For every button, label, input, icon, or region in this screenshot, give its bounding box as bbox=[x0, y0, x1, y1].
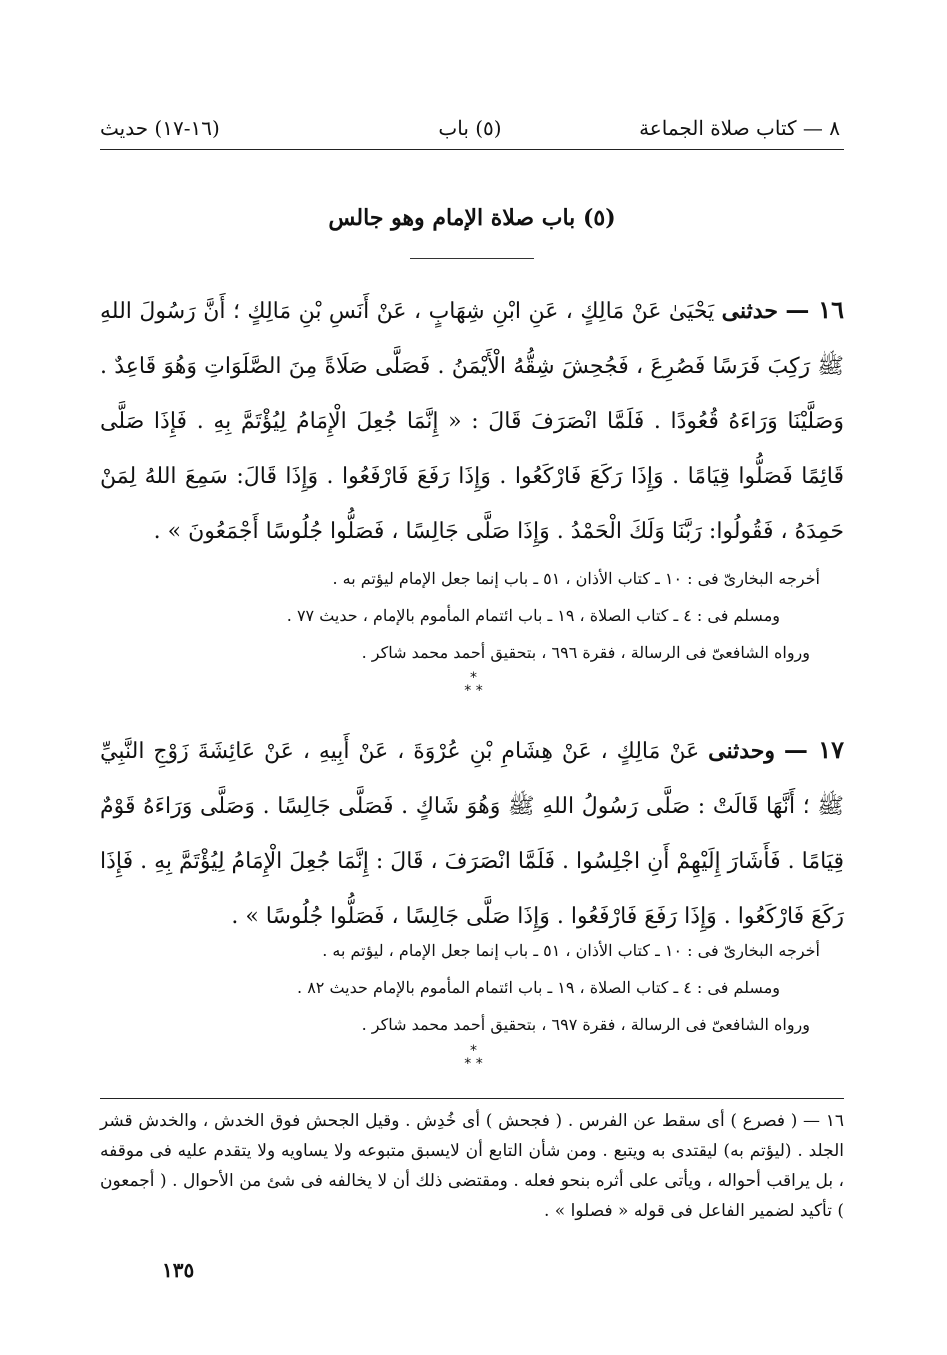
reference-line: ورواه الشافعىّ فى الرسالة ، فقرة ٦٩٧ ، بتحقيق أحمد محمد شاكر . bbox=[361, 1015, 810, 1034]
hadith-text: عَنْ مَالِكٍ ، عَنْ هِشَامِ بْنِ عُرْوَةَ ، عَنْ أَبِيهِ ، عَنْ عَائِشَةَ زَوْجِ النَّبِيِّ ﷺ ؛ أَنَّهَا قَالَتْ : صَلَّى رَسُولُ اللهِ ﷺ وَهُوَ شَاكٍ . فَصَلَّى جَالِسًا . وَصَلَّى وَرَاءَهُ قَوْمٌ قِيَامًا . فَأَشَارَ إِلَيْهِمْ أَنِ اجْلِسُوا . فَلَمَّا انْصَرَفَ ، قَالَ : إِنَّمَا جُعِلَ الْإِمَامُ لِيُؤْتَمَّ بِهِ . فَإِذَا رَكَعَ فَارْكَعُوا . وَإِذَا رَفَعَ فَارْفَعُوا . وَإِذَا صَلَّى جَالِسًا ، فَصَلُّوا جُلُوسًا » . bbox=[100, 739, 844, 929]
page-number: ١٣٥ bbox=[162, 1258, 195, 1282]
hadith-number: ١٧ — bbox=[783, 735, 844, 764]
hadith-16 bbox=[100, 282, 844, 559]
reference-line: ومسلم فى : ٤ ـ كتاب الصلاة ، ١٩ ـ باب ائتمام المأموم بالإمام حديث ٨٢ . bbox=[297, 978, 780, 997]
hadith-16-references bbox=[130, 560, 820, 671]
header-divider bbox=[100, 149, 844, 150]
reference-line: ومسلم فى : ٤ ـ كتاب الصلاة ، ١٩ ـ باب ائتمام المأموم بالإمام ، حديث ٧٧ . bbox=[286, 606, 780, 625]
chapter-title: (٥) باب صلاة الإمام وهو جالس bbox=[328, 205, 616, 231]
footnote-divider bbox=[100, 1098, 844, 1099]
hadith-opener: وحدثنى bbox=[708, 738, 775, 764]
reference-line: ورواه الشافعىّ فى الرسالة ، فقرة ٦٩٦ ، بتحقيق أحمد محمد شاكر . bbox=[361, 643, 810, 662]
header-book-title: ٨ — كتاب صلاة الجماعة bbox=[639, 116, 840, 140]
hadith-text: يَحْيَىٰ عَنْ مَالِكٍ ، عَنِ ابْنِ شِهَابٍ ، عَنْ أَنَسِ بْنِ مَالِكٍ ؛ أَنَّ رَسُولَ اللهِ ﷺ رَكِبَ فَرَسًا فَصُرِعَ ، فَجُحِشَ شِقُّهُ الْأَيْمَنُ . فَصَلَّى صَلَاةً مِنَ الصَّلَوَاتِ وَهُوَ قَاعِدٌ . وَصَلَّيْنَا وَرَاءَهُ قُعُودًا . فَلَمَّا انْصَرَفَ قَالَ : « إِنَّمَا جُعِلَ الْإِمَامُ لِيُؤْتَمَّ بِهِ . فَإِذَا صَلَّى قَائِمًا فَصَلُّوا قِيَامًا . وَإِذَا رَكَعَ فَارْكَعُوا . وَإِذَا رَفَعَ فَارْفَعُوا . وَإِذَا قَالَ: سَمِعَ اللهُ لِمَنْ حَمِدَهُ ، فَقُولُوا: رَبَّنَا وَلَكَ الْحَمْدُ . وَإِذَا صَلَّى جَالِسًا ، فَصَلُّوا جُلُوسًا أَجْمَعُونَ » . bbox=[100, 299, 844, 544]
reference-line: أخرجه البخارىّ فى : ١٠ ـ كتاب الأذان ، ٥١ ـ باب إنما جعل الإمام ، ليؤتم به . bbox=[322, 941, 820, 960]
asterisk-separator: * * * bbox=[464, 1043, 483, 1072]
hadith-17 bbox=[100, 722, 844, 944]
header-chapter: (٥) باب bbox=[438, 116, 502, 140]
title-underline bbox=[410, 258, 534, 259]
footnote: ١٦ — ( فصرع ) أى سقط عن الفرس . ( فجحش ) أى خُدِش . وقيل الجحش فوق الخدش ، والخدش قشر الجلد . (ليؤتم به) ليقتدى به ويتبع . ومن شأن التابع أن لايسبق متبوعه ولا يساويه ولا يتقدم عليه فى موقفه ، بل يراقب أحواله ، ويأتى على أثره بنحو فعله . ومقتضى ذلك أن لا يخالفه فى شئ من الأحوال . ( أجمعون ) تأكيد لضمير الفاعل فى قوله « فصلوا » . bbox=[100, 1111, 844, 1221]
hadith-17-references bbox=[130, 932, 820, 1043]
header-hadith-range: (١٦-١٧) حديث bbox=[100, 116, 220, 140]
reference-line: أخرجه البخارىّ فى : ١٠ ـ كتاب الأذان ، ٥١ ـ باب إنما جعل الإمام ليؤتم به . bbox=[332, 569, 820, 588]
asterisk-separator: * * * bbox=[464, 670, 483, 699]
hadith-number: ١٦ — bbox=[785, 295, 844, 324]
running-header bbox=[100, 110, 840, 146]
hadith-opener: حدثنى bbox=[721, 298, 778, 324]
